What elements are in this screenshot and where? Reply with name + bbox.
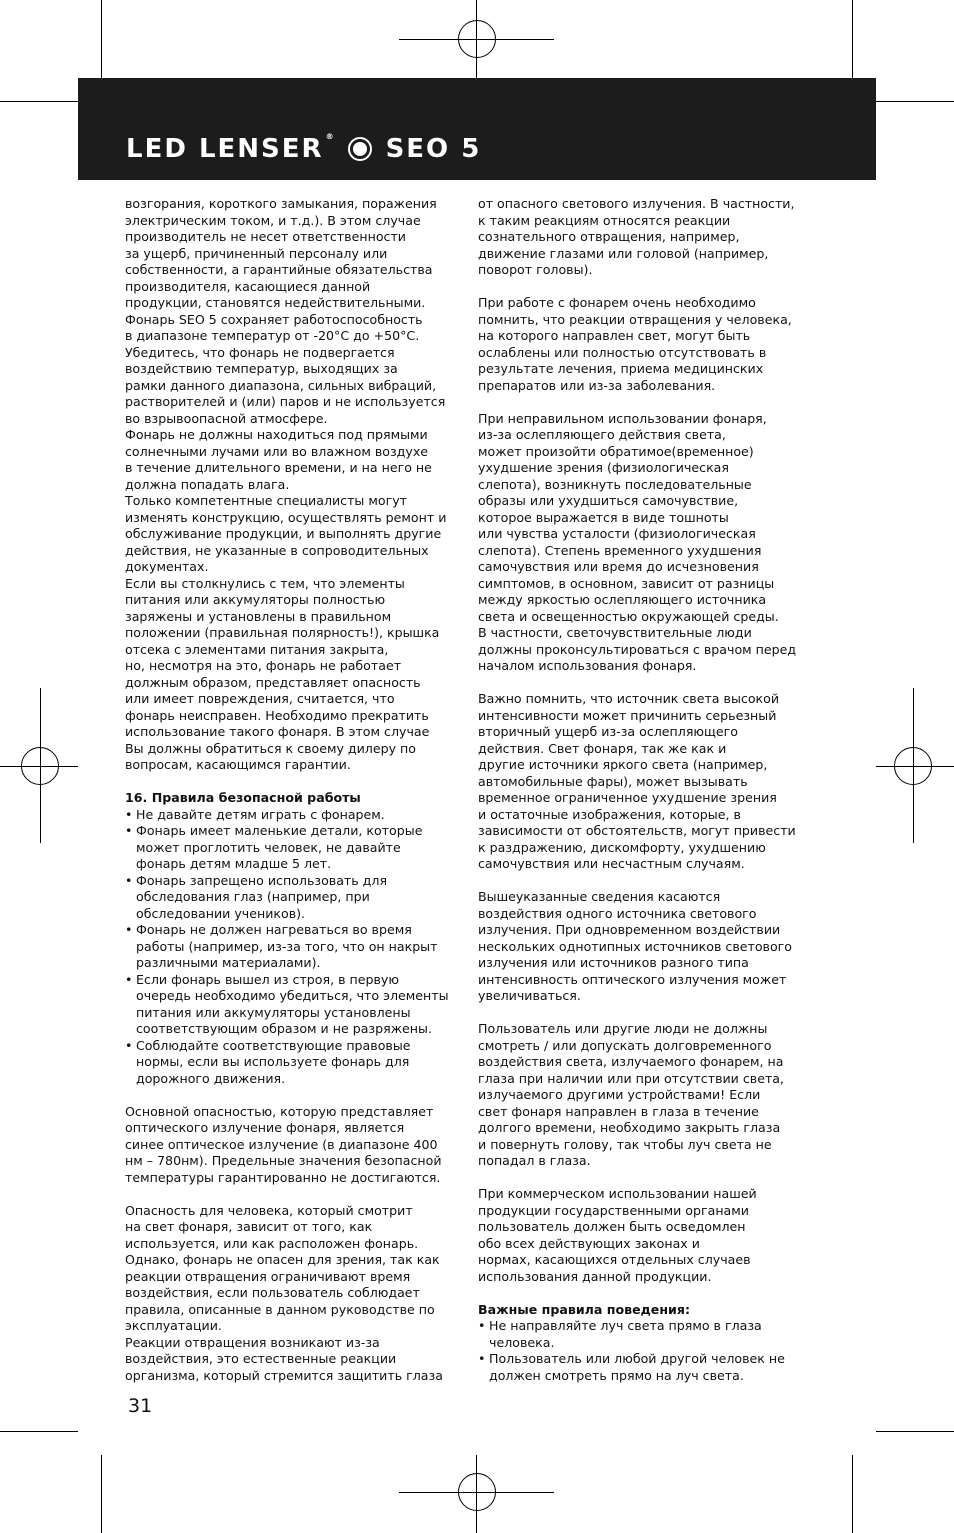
crop-mark-bottom-left-h [0,1431,78,1432]
right-column [478,196,818,1384]
model-name: SEO 5 [385,134,482,164]
crop-mark-bottom-right-h [876,1431,954,1432]
list-item: • Фонарь не должен нагреваться во время работы (например, из-за того, что он накрыт различными материалами). [125,922,470,972]
paragraph: Важно помнить, что источник света высокой интенсивности может причинить серьезный вторичный ущерб из-за ослепляющего действия. Свет фонаря, так же как и другие источники яркого света (например, автомобильные фары), может вызывать временное ограниченное ухудшение зрения и остаточные изображения, которые, в зависимости от обстоятельств, могут привести к раздражению, дискомфорту, ухудшению самочувствия или несчастным случаям. [478,691,796,871]
crop-mark-top-left-v [101,0,102,78]
behavior-rules-list [478,1318,818,1384]
list-item: • Фонарь имеет маленькие детали, которые может проглотить человек, не давайте фонарь детям младше 5 лет. [125,823,470,873]
paragraph: возгорания, короткого замыкания, поражения электрическим током, и т.д.). В этом случае производитель не несет ответственности за ущерб, причиненный персоналу или собственности, а гарантийные обязательства производителя, касающиеся данной продукции, становятся недействительными. Фонарь SEO 5 сохраняет работоспособность в диапазоне температур от -20°С до +50°С. Убедитесь, что фонарь не подвергается воздействию температур, выходящих за рамки данного диапазона, сильных вибраций, растворителей и (или) паров и не используется во взрывоопасной атмосфере. Фонарь не должны находиться под прямыми солнечными лучами или во влажном воздухе в течение длительного времени, и на него не должна попадать влага. Только компетентные специалисты могут изменять конструкцию, осуществлять ремонт и обслуживание продукции, и выполнять другие действия, не указанные в сопроводительных документах. Если вы столкнулись с тем, что элементы питания или аккумуляторы полностью заряжены и установлены в правильном положении (правильная полярность!), крышка отсека с элементами питания закрыта, но, несмотря на это, фонарь не работает должным образом, представляет опасность или имеет повреждения, считается, что фонарь неисправен. Необходимо прекратить использование такого фонаря. В этом случае Вы должны обратиться к своему дилеру по вопросам, касающимся гарантии. [125,196,447,772]
paragraph: При неправильном использовании фонаря, из-за ослепляющего действия света, может произойти обратимое(временное) ухудшение зрения (физиологическая слепота), возникнуть последовательные образы или ухудшиться самочувствие, которое выражается в виде тошноты или чувства усталости (физиологическая слепота). Степень временного ухудшения самочувствия или время до исчезновения симптомов, в основном, зависит от разницы между яркостью ослепляющего источника света и освещенностью окружающей среды. В частности, светочувствительные люди должны проконсультироваться с врачом перед началом использования фонаря. [478,410,797,673]
crop-mark-top-right-h [876,101,954,102]
paragraph: от опасного светового излучения. В частности, к таким реакциям относятся реакции сознательного отвращения, например, движение глазами или головой (например, поворот головы). [478,196,795,277]
brand-logo [126,134,481,164]
crop-mark-top-left-h [0,101,78,102]
section-heading: Важные правила поведения: [478,1301,690,1317]
crop-mark-top-right-v [852,0,853,78]
list-item: • Фонарь запрещено использовать для обследования глаз (например, при обследовании учеников). [125,873,470,923]
crop-mark-bottom-left-v [101,1455,102,1533]
safety-rules-list [125,807,470,1088]
list-item: • Если фонарь вышел из строя, в первую очередь необходимо убедиться, что элементы питания или аккумуляторы установлены соответствующим образом и не разряжены. [125,972,470,1038]
crop-mark-bottom-right-v [852,1455,853,1533]
paragraph: При коммерческом использовании нашей продукции государственными органами пользователь должен быть осведомлен обо всех действующих законах и нормах, касающихся отдельных случаев использования данной продукции. [478,1186,757,1284]
registered-mark: ® [325,132,334,141]
paragraph: Пользователь или другие люди не должны смотреть / или допускать долговременного воздействия света, излучаемого фонарем, на глаза при наличии или при отсутствии света, излучаемого другими устройствами! Если свет фонаря направлен в глаза в течение долгого времени, необходимо закрыть глаза и повернуть голову, так чтобы луч света не попадал в глаза. [478,1021,785,1168]
list-item: • Не направляйте луч света прямо в глаза человека. [478,1318,818,1351]
lens-icon [348,137,372,161]
list-item: • Соблюдайте соответствующие правовые нормы, если вы используете фонарь для дорожного движения. [125,1038,470,1088]
list-item: • Пользователь или любой другой человек не должен смотреть прямо на луч света. [478,1351,818,1384]
paragraph: Основной опасностью, которую представляет оптического излучение фонаря, является синее оптическое излучение (в диапазоне 400 нм – 780нм). Предельные значения безопасной температуры гарантированно не достигаются. [125,1103,442,1185]
paragraph: При работе с фонарем очень необходимо помнить, что реакции отвращения у человека, на которого направлен свет, могут быть ослаблены или полностью отсутствовать в результате лечения, приема медицинских препаратов или из-за заболевания. [478,295,792,393]
section-heading: 16. Правила безопасной работы [125,790,361,805]
paragraph: Опасность для человека, который смотрит на свет фонаря, зависит от того, как используется, или как расположен фонарь. Однако, фонарь не опасен для зрения, так как реакции отвращения ограничивают время воздействия, если пользователь соблюдает правила, описанные в данном руководстве по эксплуатации. Реакции отвращения возникают из-за воздействия, это естественные реакции организма, который стремится защитить глаза [125,1202,443,1383]
header-band [78,78,876,180]
brand-name: LED LENSER [126,134,324,164]
paragraph: Вышеуказанные сведения касаются воздействия одного источника светового излучения. При одновременном воздействии нескольких однотипных источников светового излучения или источников разного типа интенсивность оптического излучения может увеличиваться. [478,889,793,1003]
page-number: 31 [128,1395,153,1417]
left-column [125,196,470,1384]
list-item: • Не давайте детям играть с фонарем. [125,807,470,824]
